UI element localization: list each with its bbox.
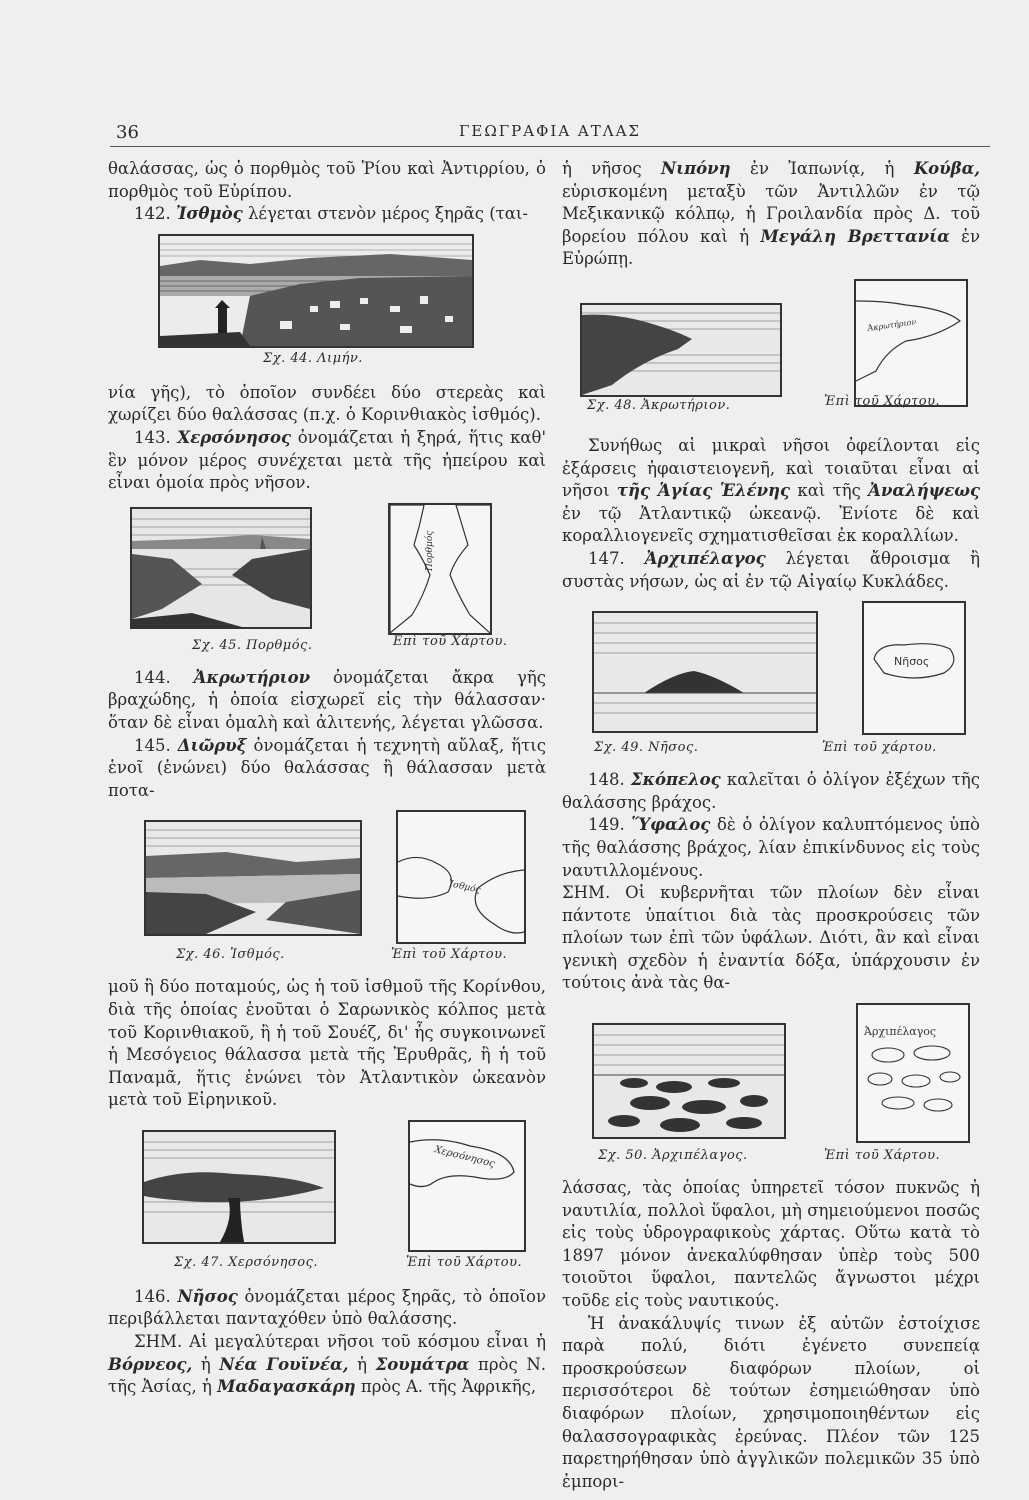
island-engraving [592,611,818,733]
strait-engraving [130,507,312,629]
term-reef: Ὕφαλος [631,815,711,835]
map-label: Χερσόνησος [433,1144,496,1170]
section-text: ὀνομάζεται μέρος ξηρᾶς, τὸ ὁποῖον περιβάλλεται πανταχόθεν ὑπὸ θαλάσσης. [108,1286,546,1329]
map-caption: Ἐπὶ τοῦ Χάρτου. [406,1254,523,1270]
island-map [862,601,966,735]
section-147 [562,548,980,593]
figure-caption: Σχ. 50. Ἀρχιπέλαγος. [598,1148,748,1164]
left-column [108,158,546,1399]
strait-map [388,503,492,635]
section-146 [108,1286,546,1331]
peninsula-map [408,1120,526,1252]
term-isthmus: Ἰσθμὸς [176,204,243,224]
term-skerry: Σκόπελος [630,770,721,790]
right-column [562,158,980,1493]
section-number: 143. [134,427,171,447]
section-148 [562,769,980,814]
paragraph: θαλάσσας, ὡς ὁ πορθμὸς τοῦ Ῥίου καὶ Ἀντιρρίου, ὁ πορθμὸς τοῦ Εὐρίπου. [108,159,546,201]
paragraph: Ἡ ἀνακάλυψίς τινων ἐξ αὐτῶν ἐστοίχισε παρὰ πολύ, διότι ἐγένετο συνεπείᾳ προσκρούσεων διαφόρων πλοίων, οἱ περισσότεροι δὲ τούτων ἐσημειώθησαν ὑπὸ διαφόρων πλοίων, χρησιμοποιηθέντων εἰς θαλασσογραφικὰς ἐρεύνας. Πλέον τῶν 125 παρετηρήθησαν ὑπὸ ἀγγλικῶν πολεμικῶν 35 ὑπὸ ἐμπορι- [562,1313,980,1491]
map-label: Ἰσθμός [447,879,482,897]
section-text: λέγεται ἄθροισμα ἢ συστὰς νήσων, ὡς αἱ ἐν τῷ Αἰγαίῳ Κυκλάδες. [562,548,981,591]
island-name: Μεγάλη Βρεττανία [760,226,950,246]
map-label: Πορθμός [425,530,435,571]
section-number: 147. [588,548,625,568]
section-144 [108,667,546,735]
note-text: Αἱ μεγαλύτεραι νῆσοι τοῦ κόσμου εἶναι ἡ [189,1332,546,1352]
section-number: 145. [134,735,171,755]
text: καὶ τῆς [797,481,861,501]
section-text: ὀνομάζεται ἄκρα γῆς βραχώδης, ἡ ὁποία εἰσχωρεῖ εἰς τὴν θάλασσαν· ὅταν δὲ εἶναι ὁμαλὴ καὶ ἀλιτενής, λέγεται γλῶσσα. [108,667,547,732]
figure-45 [108,503,546,661]
section-number: 146. [134,1286,171,1306]
section-number: 142. [134,204,171,224]
cape-engraving [580,303,782,397]
harbor-engraving [158,234,474,348]
section-text: δὲ ὁ ὀλίγον καλυπτόμενος ὑπὸ τῆς θαλάσσης βράχος, λίαν ἐπικίνδυνος εἰς τοὺς ναυτιλλομένους. [562,815,980,880]
island-name: τῆς Ἁγίας Ἑλένης [616,481,791,501]
term-cape: Ἀκρωτήριον [193,667,311,687]
figure-48 [562,279,980,429]
map-caption: Ἐπὶ τοῦ Χάρτου. [824,1148,941,1164]
note-label: ΣΗΜ. [562,883,611,903]
term-peninsula: Χερσόνησος [177,427,292,447]
map-label: Ἀρχιπέλαγος [864,1025,937,1039]
note-largest-islands [108,1331,546,1399]
term-archipelago: Ἀρχιπέλαγος [644,548,766,568]
text: Συνήθως αἱ μικραὶ νῆσοι ὀφείλονται εἰς ἐξάρσεις ἡφαιστειογενῆ, καὶ τοιαῦται εἶναι αἱ νῆσοι [562,435,980,501]
section-number: 144. [134,667,171,687]
isthmus-map [396,810,526,944]
note-reefs [562,882,980,995]
map-caption: Ἐπὶ τοῦ Χάρτου. [391,947,508,963]
paragraph [562,435,980,548]
map-label: Νῆσος [894,655,930,669]
text: ἐν τῷ Ἀτλαντικῷ ὠκεανῷ. Ἐνίοτε δὲ καὶ κοραλλιογενεῖς σχηματισθεῖσαι ἐκ κοραλλίων. [562,503,980,546]
note-text: Οἱ κυβερνῆται τῶν πλοίων δὲν εἶναι πάντοτε ὑπαίτιοι διὰ τὰς προσκρούσεις τῶν πλοίων των ἐπὶ τῶν ὑφάλων. Διότι, ἂν καὶ εἶναι γενικὴ σχεδὸν ἡ ἐναντία δόξα, ὑπάρχουσιν ἐν τούτοις ἀνὰ τὰς θα- [562,883,981,993]
island-name: Κούβα, [913,159,981,178]
island-name: Ἀναλήψεως [868,481,981,501]
figure-caption: Σχ. 46. Ἰσθμός. [176,947,285,963]
figure-47 [108,1120,546,1280]
section-text: ὀνομάζεται ἡ ξηρά, ἥτις καθ' ἓν μόνον μέρος συνέχεται μετὰ τῆς ἠπείρου καὶ εἶναι ὁμοία πρὸς νῆσον. [108,427,546,493]
section-142 [108,203,546,226]
note-text: ἡ [357,1354,367,1374]
text: εὑρισκομένη μεταξὺ τῶν Ἀντιλλῶν ἐν τῷ Μεξικανικῷ κόλπῳ, ἡ Γροιλανδία πρὸς Δ. τοῦ βορείου πόλου καὶ ἡ [562,181,980,246]
term-canal: Διῶρυξ [177,735,247,755]
figure-caption: Σχ. 48. Ἀκρωτήριον. [587,397,731,413]
peninsula-engraving [142,1130,336,1244]
section-143 [108,427,546,495]
archipelago-engraving [592,1023,786,1139]
island-name: Βόρνεος, [108,1354,193,1374]
paragraph: νία γῆς), τὸ ὁποῖον συνδέει δύο στερεὰς καὶ χωρίζει δύο θαλάσσας (π.χ. ὁ Κορινθιακὸς ἰσθμός). [108,382,546,425]
running-title: ΓΕΩΓΡΑΦΙΑ ΑΤΛΑΣ [458,122,642,140]
island-name: Νέα Γουϊνέα, [219,1354,349,1374]
island-name: Μαδαγασκάρη [217,1377,356,1397]
note-text: πρὸς Ν. τῆς Ἀσίας, ἡ [108,1354,547,1397]
paragraph: μοῦ ἢ δύο ποταμούς, ὡς ἡ τοῦ ἰσθμοῦ τῆς Κορίνθου, διὰ τῆς ὁποίας ἑνοῦται ὁ Σαρωνικὸς κόλπος μετὰ τοῦ Κορινθιακοῦ, ἢ ἡ τοῦ Σουέζ, δι' ἧς συγκοινωνεῖ ἡ Μεσόγειος θάλασσα μετὰ τῆς Ἐρυθρᾶς, ἢ ἡ τοῦ Παναμᾶ, ἥτις ἑνώνει τὸν Ἀτλαντικὸν ὠκεανὸν μετὰ τοῦ Εἰρηνικοῦ. [108,977,546,1110]
term-island: Νῆσος [177,1286,238,1306]
page-header [110,122,990,147]
map-caption: Ἐπὶ τοῦ χάρτου. [822,740,937,756]
text: ἐν Εὐρώπῃ. [562,226,981,269]
paragraph: λάσσας, τὰς ὁποίας ὑπηρετεῖ τόσον πυκνῶς ἡ ναυτιλία, πολλοὶ ὕφαλοι, μὴ σημειούμενοι ποσῶς εἰς τοὺς ὑδρογραφικοὺς χάρτας. Οὕτω κατὰ τὸ 1897 μόνον ἀνεκαλύφθησαν ὑπὲρ τοὺς 500 τοιοῦτοι ὕφαλοι, παντελῶς ἄγνωστοι μέχρι τοῦδε εἰς τοὺς ναυτικούς. [562,1178,980,1311]
cape-map [854,279,968,407]
map-label: Ἀκρωτήριον [867,317,917,333]
section-number: 149. [588,815,625,835]
map-caption: Ἐπὶ τοῦ Χάρτου. [824,393,941,409]
section-149 [562,814,980,882]
figure-caption: Σχ. 45. Πορθμός. [192,637,313,653]
figure-caption: Σχ. 44. Λιμήν. [263,350,363,366]
island-name: Νιπόνη [661,159,731,178]
section-number: 148. [588,770,625,790]
note-text: πρὸς Α. τῆς Ἀφρικῆς, [360,1377,537,1397]
paragraph [562,158,980,271]
figure-caption: Σχ. 49. Νῆσος. [594,740,699,756]
figure-50 [562,1003,980,1171]
section-text: καλεῖται ὁ ὀλίγον ἐξέχων τῆς θαλάσσης βράχος. [562,770,981,812]
figure-49 [562,601,980,763]
page-number: 36 [116,122,139,143]
figure-caption: Σχ. 47. Χερσόνησος. [174,1254,319,1270]
text: ἐν Ἰαπωνίᾳ, ἡ [750,159,895,178]
map-caption: Επὶ τοῦ Χάρτου. [393,633,508,649]
archipelago-map [856,1003,970,1143]
note-text: ἡ [200,1354,211,1374]
figure-44 [108,234,546,376]
figure-46 [108,810,546,970]
note-label: ΣΗΜ. [134,1332,183,1352]
section-145 [108,735,546,803]
isthmus-engraving [144,820,362,936]
section-text: λέγεται στενὸν μέρος ξηρᾶς (ται- [247,204,528,224]
island-name: Σουμάτρα [375,1354,470,1374]
section-text: ὀνομάζεται ἡ τεχνητὴ αὔλαξ, ἥτις ἑνοῖ (ἑνώνει) δύο θαλάσσας ἢ θάλασσαν μετὰ ποτα- [108,735,547,800]
text: ἡ νῆσος [562,159,642,178]
